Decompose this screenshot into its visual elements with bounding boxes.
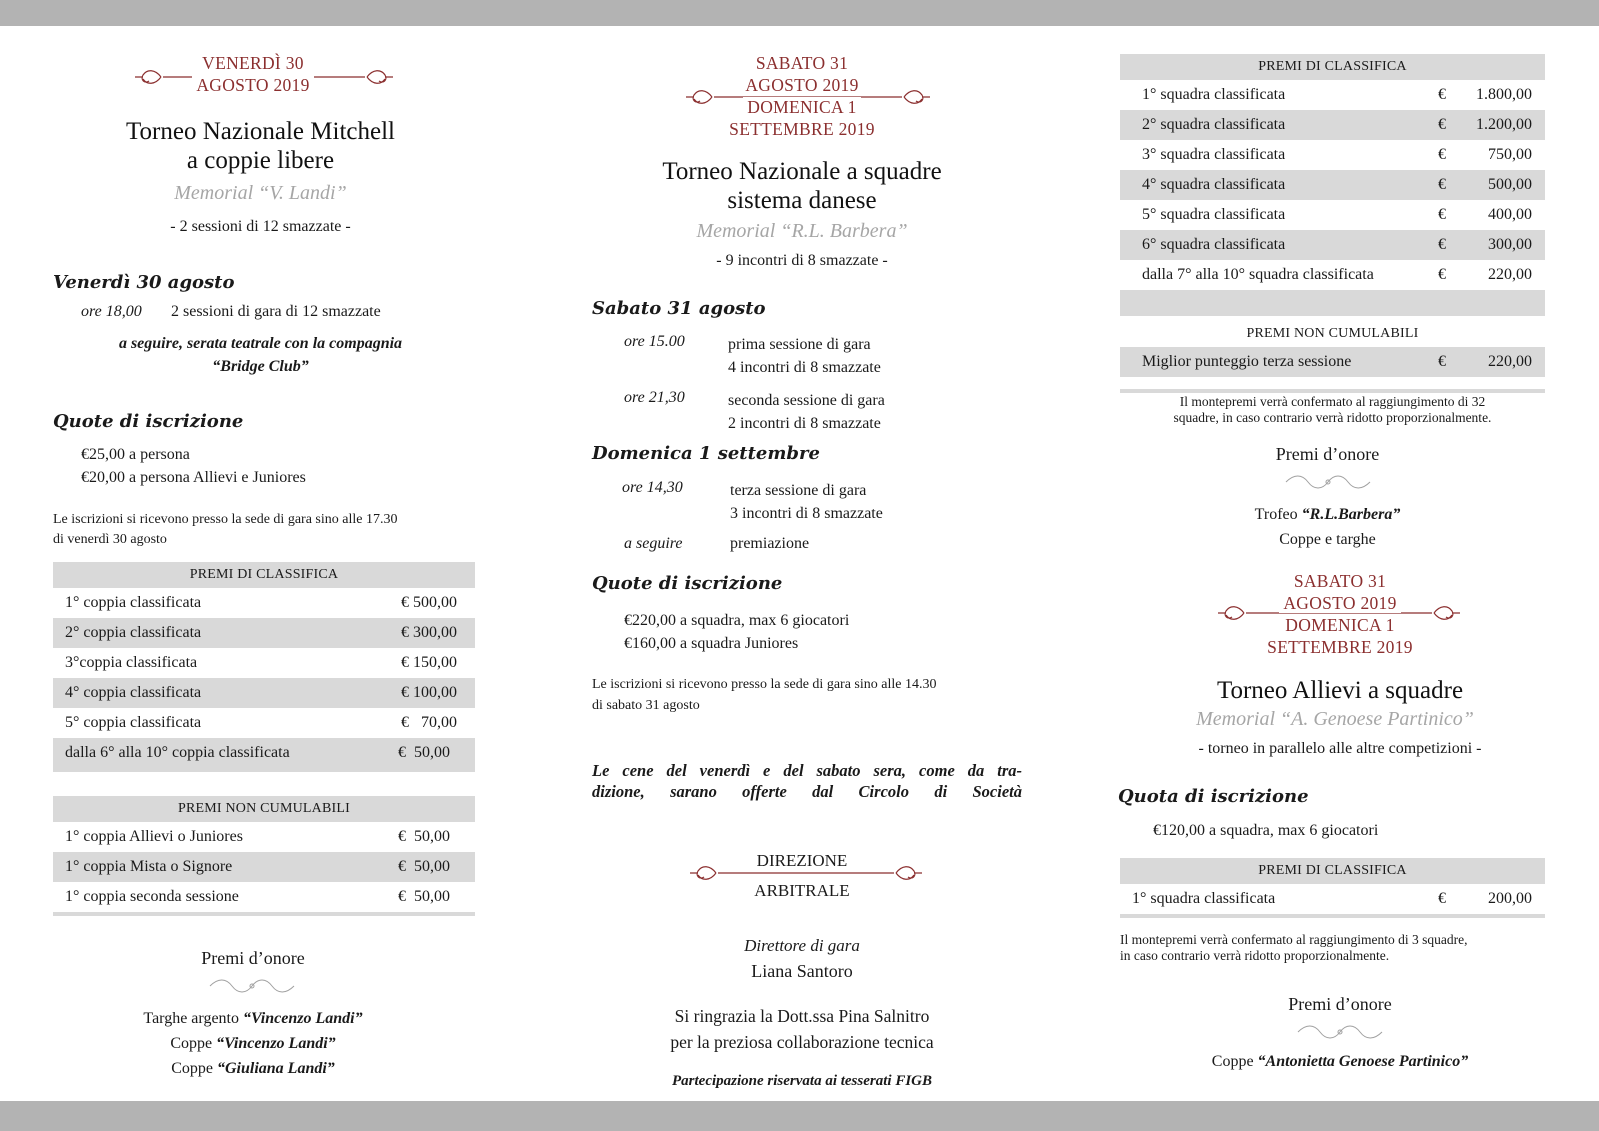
- day2-line: premiazione: [730, 535, 810, 552]
- dinner-line-2: dizione, sarano offerte dal Circolo di Società: [592, 782, 1022, 801]
- day1-heading: Sabato 31 agosto: [592, 298, 766, 319]
- prizes-header: PREMI DI CLASSIFICA: [1120, 54, 1545, 80]
- date-line-3: DOMENICA 1: [743, 97, 860, 117]
- date-line-2: AGOSTO 2019: [1279, 593, 1400, 613]
- day1-time-2: ore 21,30: [624, 389, 685, 406]
- day2-heading: Domenica 1 settembre: [592, 443, 820, 464]
- day2-line: 3 incontri di 8 smazzate: [730, 505, 883, 522]
- thanks-line-1: Si ringrazia la Dott.ssa Pina Salnitro: [674, 1006, 930, 1026]
- subtitle: - torneo in parallelo alle altre competizioni -: [1198, 740, 1482, 757]
- noncum-table: [53, 796, 475, 916]
- date-line-4: SETTEMBRE 2019: [1267, 637, 1413, 657]
- title-line-1: Torneo Nazionale a squadre: [662, 158, 942, 185]
- direction-line-1: DIREZIONE: [753, 851, 852, 870]
- table-row: 1° squadra classificata € 200,00: [1132, 890, 1532, 907]
- table-row: 1° coppia classificata € 500,00: [65, 594, 457, 611]
- title-line-2: a coppie libere: [186, 147, 335, 174]
- day2-time-1: ore 14,30: [622, 479, 683, 496]
- table-row: 5° coppia classificata € 70,00: [65, 714, 457, 731]
- footer-note: Partecipazione riservata ai tesserati FIGB: [672, 1073, 932, 1089]
- table-row: dalla 7° alla 10° squadra classificata € 220,00: [1142, 266, 1532, 283]
- fee-heading: Quota di iscrizione: [1118, 786, 1309, 807]
- table-row: 1° coppia Allievi o Juniores € 50,00: [65, 828, 450, 845]
- honor1-line-2: Coppe e targhe: [1279, 531, 1376, 548]
- column-mitchell: [53, 0, 475, 1101]
- schedule-time: ore 18,00: [81, 303, 142, 320]
- honor-line-3: Coppe “Giuliana Landi”: [171, 1060, 335, 1077]
- memorial: Memorial “R.L. Barbera”: [696, 220, 908, 242]
- director-role: Direttore di gara: [744, 936, 860, 955]
- honor-line-2: Coppe “Vincenzo Landi”: [170, 1035, 336, 1052]
- fees-heading: Quote di iscrizione: [592, 573, 783, 594]
- memorial: Memorial “V. Landi”: [174, 182, 347, 204]
- title-line-1: Torneo Nazionale Mitchell: [126, 118, 395, 145]
- date-line-4: SETTEMBRE 2019: [729, 119, 875, 139]
- noncum-header: PREMI NON CUMULABILI: [53, 796, 475, 822]
- note2-line-1: Il montepremi verrà confermato al raggiungimento di 3 squadre,: [1120, 932, 1468, 947]
- title-line-2: sistema danese: [727, 187, 877, 214]
- date-line-1: VENERDÌ 30: [198, 52, 308, 74]
- prize2-header: PREMI DI CLASSIFICA: [1120, 858, 1545, 884]
- day1-line: 4 incontri di 8 smazzate: [728, 359, 881, 376]
- small-flourish-icon: [206, 978, 298, 994]
- fee-2: €160,00 a squadra Juniores: [624, 635, 799, 652]
- day1-line: 2 incontri di 8 smazzate: [728, 415, 881, 432]
- note2-line-2: in caso contrario verrà ridotto proporzionalmente.: [1120, 948, 1390, 963]
- prizes-header: PREMI DI CLASSIFICA: [53, 562, 475, 588]
- schedule-text: 2 sessioni di gara di 12 smazzate: [171, 303, 381, 320]
- day2-time-2: a seguire: [624, 535, 683, 552]
- day2-line: terza sessione di gara: [730, 482, 867, 499]
- noncum-header: PREMI NON CUMULABILI: [1120, 321, 1545, 347]
- column-squadre-danese: [592, 0, 1032, 1101]
- honor1-line-1: Trofeo “R.L.Barbera”: [1254, 506, 1401, 523]
- note1-line-2: squadre, in caso contrario verrà ridotto proporzionalmente.: [1173, 410, 1492, 425]
- honor2-heading: Premi d’onore: [1288, 994, 1392, 1014]
- dinner-line-1: Le cene del venerdì e del sabato sera, come da tra-: [592, 761, 1022, 780]
- date-line-1: SABATO 31: [1293, 571, 1387, 591]
- fees-heading: Quote di iscrizione: [53, 411, 244, 432]
- table-row: 1° squadra classificata € 1.800,00: [1142, 86, 1532, 103]
- honor-heading: Premi d’onore: [201, 948, 305, 968]
- honor2-line: Coppe “Antonietta Genoese Partinico”: [1211, 1053, 1469, 1070]
- director-name: Liana Santoro: [751, 961, 853, 981]
- table-row: 4° coppia classificata € 100,00: [53, 678, 475, 708]
- day1-line: prima sessione di gara: [728, 336, 871, 353]
- table-row: Miglior punteggio terza sessione € 220,00: [1120, 347, 1545, 377]
- prizes-table: [1120, 54, 1545, 316]
- prize2-table: [1120, 858, 1545, 918]
- table-row: 5° squadra classificata € 400,00: [1142, 206, 1532, 223]
- column-prizes-allievi: [1120, 0, 1545, 1101]
- small-flourish-icon: [1282, 474, 1374, 490]
- evening-line-1: a seguire, serata teatrale con la compagnia: [118, 335, 403, 352]
- table-row: 2° squadra classificata € 1.200,00: [1120, 110, 1545, 140]
- day-heading: Venerdì 30 agosto: [53, 272, 235, 293]
- fee: €120,00 a squadra, max 6 giocatori: [1153, 822, 1379, 839]
- fee-1: €25,00 a persona: [81, 446, 190, 463]
- table-row: 3° squadra classificata € 750,00: [1142, 146, 1532, 163]
- day1-time-1: ore 15.00: [624, 333, 685, 350]
- table-row: 1° coppia seconda sessione € 50,00: [65, 888, 450, 905]
- honor-line-1: Targhe argento “Vincenzo Landi”: [143, 1010, 363, 1027]
- small-flourish-icon: [1294, 1024, 1386, 1040]
- title: Torneo Allievi a squadre: [1216, 677, 1464, 704]
- note1-line-1: Il montepremi verrà confermato al raggiungimento di 32: [1179, 394, 1486, 409]
- noncum-table: [1120, 321, 1545, 393]
- prizes-table: [53, 562, 475, 772]
- date-line-2: AGOSTO 2019: [741, 74, 862, 96]
- table-row: 2° coppia classificata € 300,00: [53, 618, 475, 648]
- evening-line-2: “Bridge Club”: [212, 358, 309, 375]
- fee-2: €20,00 a persona Allievi e Juniores: [81, 469, 306, 486]
- honor1-heading: Premi d’onore: [1275, 444, 1380, 464]
- reg-note-1: Le iscrizioni si ricevono presso la sede di gara sino alle 17.30: [53, 512, 398, 527]
- table-row: 3°coppia classificata € 150,00: [65, 654, 457, 671]
- day1-line: seconda sessione di gara: [728, 392, 885, 409]
- date-line-1: SABATO 31: [755, 53, 849, 73]
- direction-line-2: ARBITRALE: [750, 881, 853, 900]
- reg-note-1: Le iscrizioni si ricevono presso la sede di gara sino alle 14.30: [592, 677, 937, 692]
- thanks-line-2: per la preziosa collaborazione tecnica: [670, 1032, 934, 1052]
- subtitle: - 2 sessioni di 12 smazzate -: [170, 218, 351, 235]
- subtitle: - 9 incontri di 8 smazzate -: [716, 252, 888, 269]
- fee-1: €220,00 a squadra, max 6 giocatori: [624, 612, 850, 629]
- reg-note-2: di venerdì 30 agosto: [53, 532, 167, 547]
- memorial: Memorial “A. Genoese Partinico”: [1196, 708, 1474, 730]
- table-row: 6° squadra classificata € 300,00: [1120, 230, 1545, 260]
- date-line-3: DOMENICA 1: [1281, 615, 1398, 635]
- date-line-2: AGOSTO 2019: [192, 74, 313, 96]
- table-row: 4° squadra classificata € 500,00: [1120, 170, 1545, 200]
- reg-note-2: di sabato 31 agosto: [592, 698, 700, 713]
- table-row: dalla 6° alla 10° coppia classificata € 50,00: [53, 738, 475, 768]
- bottom-band: [0, 1101, 1599, 1131]
- table-row: 1° coppia Mista o Signore € 50,00: [53, 852, 475, 882]
